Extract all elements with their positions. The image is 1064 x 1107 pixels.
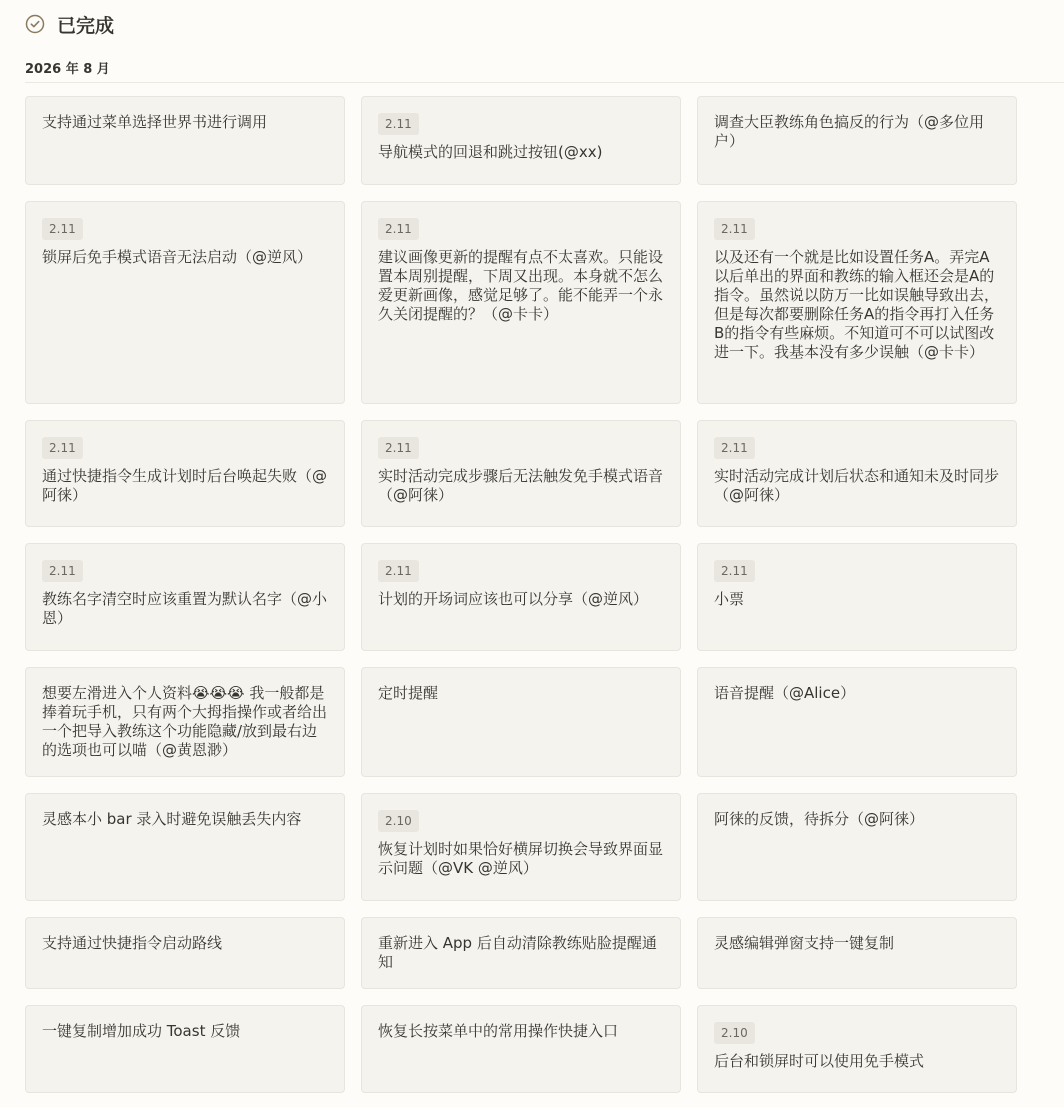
task-card[interactable] [697,667,1017,777]
version-tag: 2.10 [378,810,419,832]
version-tag: 2.11 [714,560,755,582]
card-title: 调查大臣教练角色搞反的行为（@多位用户） [714,113,985,150]
card-title: 实时活动完成计划后状态和通知未及时同步（@阿徕） [714,467,1000,504]
task-card[interactable] [25,667,345,777]
card-title: 计划的开场词应该也可以分享（@逆风） [378,590,649,608]
card-title: 导航模式的回退和跳过按钮(@xx) [378,143,603,161]
version-tag: 2.10 [714,1022,755,1044]
section-title: 已完成 [57,14,115,37]
card-title: 定时提醒 [378,684,439,702]
task-card[interactable] [25,917,345,989]
card-title: 灵感本小 bar 录入时避免误触丢失内容 [42,810,302,828]
version-tag: 2.11 [378,113,419,135]
task-card[interactable] [25,201,345,404]
card-title: 以及还有一个就是比如设置任务A。弄完A以后单出的界面和教练的输入框还会是A的指令。虽然说以防万一比如误触导致出去，但是每次都要删除任务A的指令再打入任务B的指令有些麻烦。不知道可不可以试图改进一下。我基本没有多少误触（@卡卡） [714,248,1000,361]
section-header [25,10,114,38]
card-title: 建议画像更新的提醒有点不太喜欢。只能设置本周别提醒，下周又出现。本身就不怎么爱更新画像，感觉足够了。能不能弄一个永久关闭提醒的？（@卡卡） [378,248,664,323]
card-title: 语音提醒（@Alice） [714,684,856,702]
task-card[interactable] [361,793,681,901]
divider [25,82,1064,83]
card-title: 一键复制增加成功 Toast 反馈 [42,1022,241,1040]
task-card[interactable] [697,543,1017,651]
card-title: 后台和锁屏时可以使用免手模式 [714,1052,925,1070]
card-title: 重新进入 App 后自动清除教练贴脸提醒通知 [378,934,657,971]
task-card[interactable] [25,96,345,185]
version-tag: 2.11 [714,437,755,459]
version-tag: 2.11 [378,218,419,240]
task-card[interactable] [25,1005,345,1093]
task-card[interactable] [697,793,1017,901]
card-title: 支持通过菜单选择世界书进行调用 [42,113,268,131]
version-tag: 2.11 [42,218,83,240]
task-card[interactable] [361,667,681,777]
card-title: 灵感编辑弹窗支持一键复制 [714,934,895,952]
task-card[interactable] [361,543,681,651]
task-card[interactable] [361,420,681,527]
task-card[interactable] [361,96,681,185]
card-title: 实时活动完成步骤后无法触发免手模式语音（@阿徕） [378,467,664,504]
version-tag: 2.11 [714,218,755,240]
card-title: 恢复长按菜单中的常用操作快捷入口 [378,1022,619,1040]
version-tag: 2.11 [42,437,83,459]
task-card[interactable] [697,1005,1017,1093]
card-title: 阿徕的反馈，待拆分（@阿徕） [714,810,925,828]
card-title: 想要左滑进入个人资料😭😭😭 我一般都是捧着玩手机，只有两个大拇指操作或者给出一个把导入教练这个功能隐藏/放到最右边的选项也可以喵（@黄恩渺） [42,684,328,759]
task-card[interactable] [361,1005,681,1093]
task-card[interactable] [361,917,681,989]
version-tag: 2.11 [378,560,419,582]
card-title: 小票 [714,590,745,608]
task-card[interactable] [697,917,1017,989]
task-card[interactable] [697,420,1017,527]
task-card[interactable] [697,201,1017,404]
task-card[interactable] [361,201,681,404]
version-tag: 2.11 [378,437,419,459]
month-heading: 2026 年 8 月 [25,62,110,77]
card-title: 教练名字清空时应该重置为默认名字（@小恩） [42,590,328,627]
version-tag: 2.11 [42,560,83,582]
task-card[interactable] [697,96,1017,185]
card-title: 通过快捷指令生成计划时后台唤起失败（@阿徕） [42,467,328,504]
task-card[interactable] [25,420,345,527]
card-title: 恢复计划时如果恰好横屏切换会导致界面显示问题（@VK @逆风） [378,840,664,877]
card-title: 支持通过快捷指令启动路线 [42,934,223,952]
check-circle-icon [25,14,45,34]
task-card[interactable] [25,793,345,901]
task-card[interactable] [25,543,345,651]
card-title: 锁屏后免手模式语音无法启动（@逆风） [42,248,313,266]
